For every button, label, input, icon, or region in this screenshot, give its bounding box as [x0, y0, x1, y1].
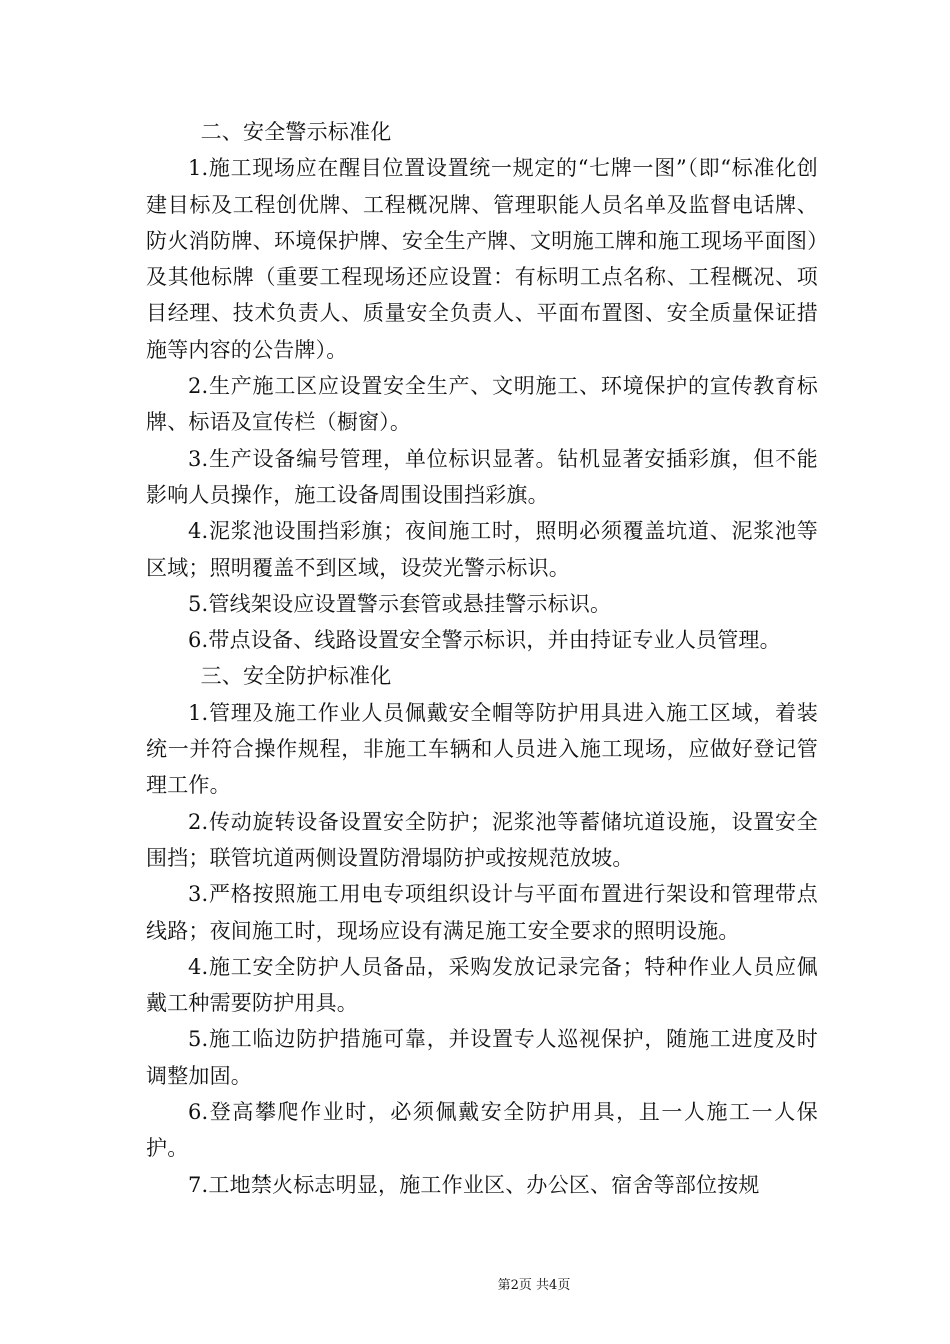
section-heading: 三、安全防护标准化	[200, 664, 392, 689]
document-page	[146, 114, 818, 1203]
paragraph: 1.施工现场应在醒目位置设置统一规定的“七牌一图”（即“标准化创建目标及工程创优牌、工程概况牌、管理职能人员名单及监督电话牌、防火消防牌、环境保护牌、安全生产牌、文明施工牌和施工现场平面图）及其他标牌（重要工程现场还应设置：有标明工点名称、工程概况、项目经理、技术负责人、质量安全负责人、平面布置图、安全质量保证措施等内容的公告牌）。	[146, 156, 818, 362]
paragraph: 3.严格按照施工用电专项组织设计与平面布置进行架设和管理带点线路；夜间施工时，现场应设有满足施工安全要求的照明设施。	[146, 882, 818, 943]
paragraph: 6.带点设备、线路设置安全警示标识，并由持证专业人员管理。	[188, 628, 781, 653]
paragraph: 3.生产设备编号管理，单位标识显著。钻机显著安插彩旗，但不能影响人员操作，施工设备周围设围挡彩旗。	[146, 446, 818, 507]
paragraph: 4.泥浆池设围挡彩旗；夜间施工时，照明必须覆盖坑道、泥浆池等区域；照明覆盖不到区域，设荧光警示标识。	[146, 519, 818, 580]
paragraph: 5.管线架设应设置警示套管或悬挂警示标识。	[188, 591, 612, 616]
page-footer	[0, 1274, 950, 1293]
paragraph: 5.施工临边防护措施可靠，并设置专人巡视保护，随施工进度及时调整加固。	[146, 1027, 818, 1088]
paragraph: 2.生产施工区应设置安全生产、文明施工、环境保护的宣传教育标牌、标语及宣传栏（橱窗）。	[146, 374, 818, 435]
paragraph: 6.登高攀爬作业时，必须佩戴安全防护用具，且一人施工一人保护。	[146, 1100, 818, 1161]
paragraph: 7.工地禁火标志明显，施工作业区、办公区、宿舍等部位按规	[188, 1172, 760, 1197]
paragraph: 2.传动旋转设备设置安全防护；泥浆池等蓄储坑道设施，设置安全围挡；联管坑道两侧设置防滑塌防护或按规范放坡。	[146, 809, 818, 870]
paragraph: 1.管理及施工作业人员佩戴安全帽等防护用具进入施工区域，着装统一并符合操作规程，非施工车辆和人员进入施工现场，应做好登记管理工作。	[146, 700, 818, 798]
page-number: 第2页 共4页	[497, 1278, 571, 1293]
section-heading: 二、安全警示标准化	[200, 120, 392, 144]
paragraph: 4.施工安全防护人员备品，采购发放记录完备；特种作业人员应佩戴工种需要防护用具。	[146, 954, 818, 1016]
